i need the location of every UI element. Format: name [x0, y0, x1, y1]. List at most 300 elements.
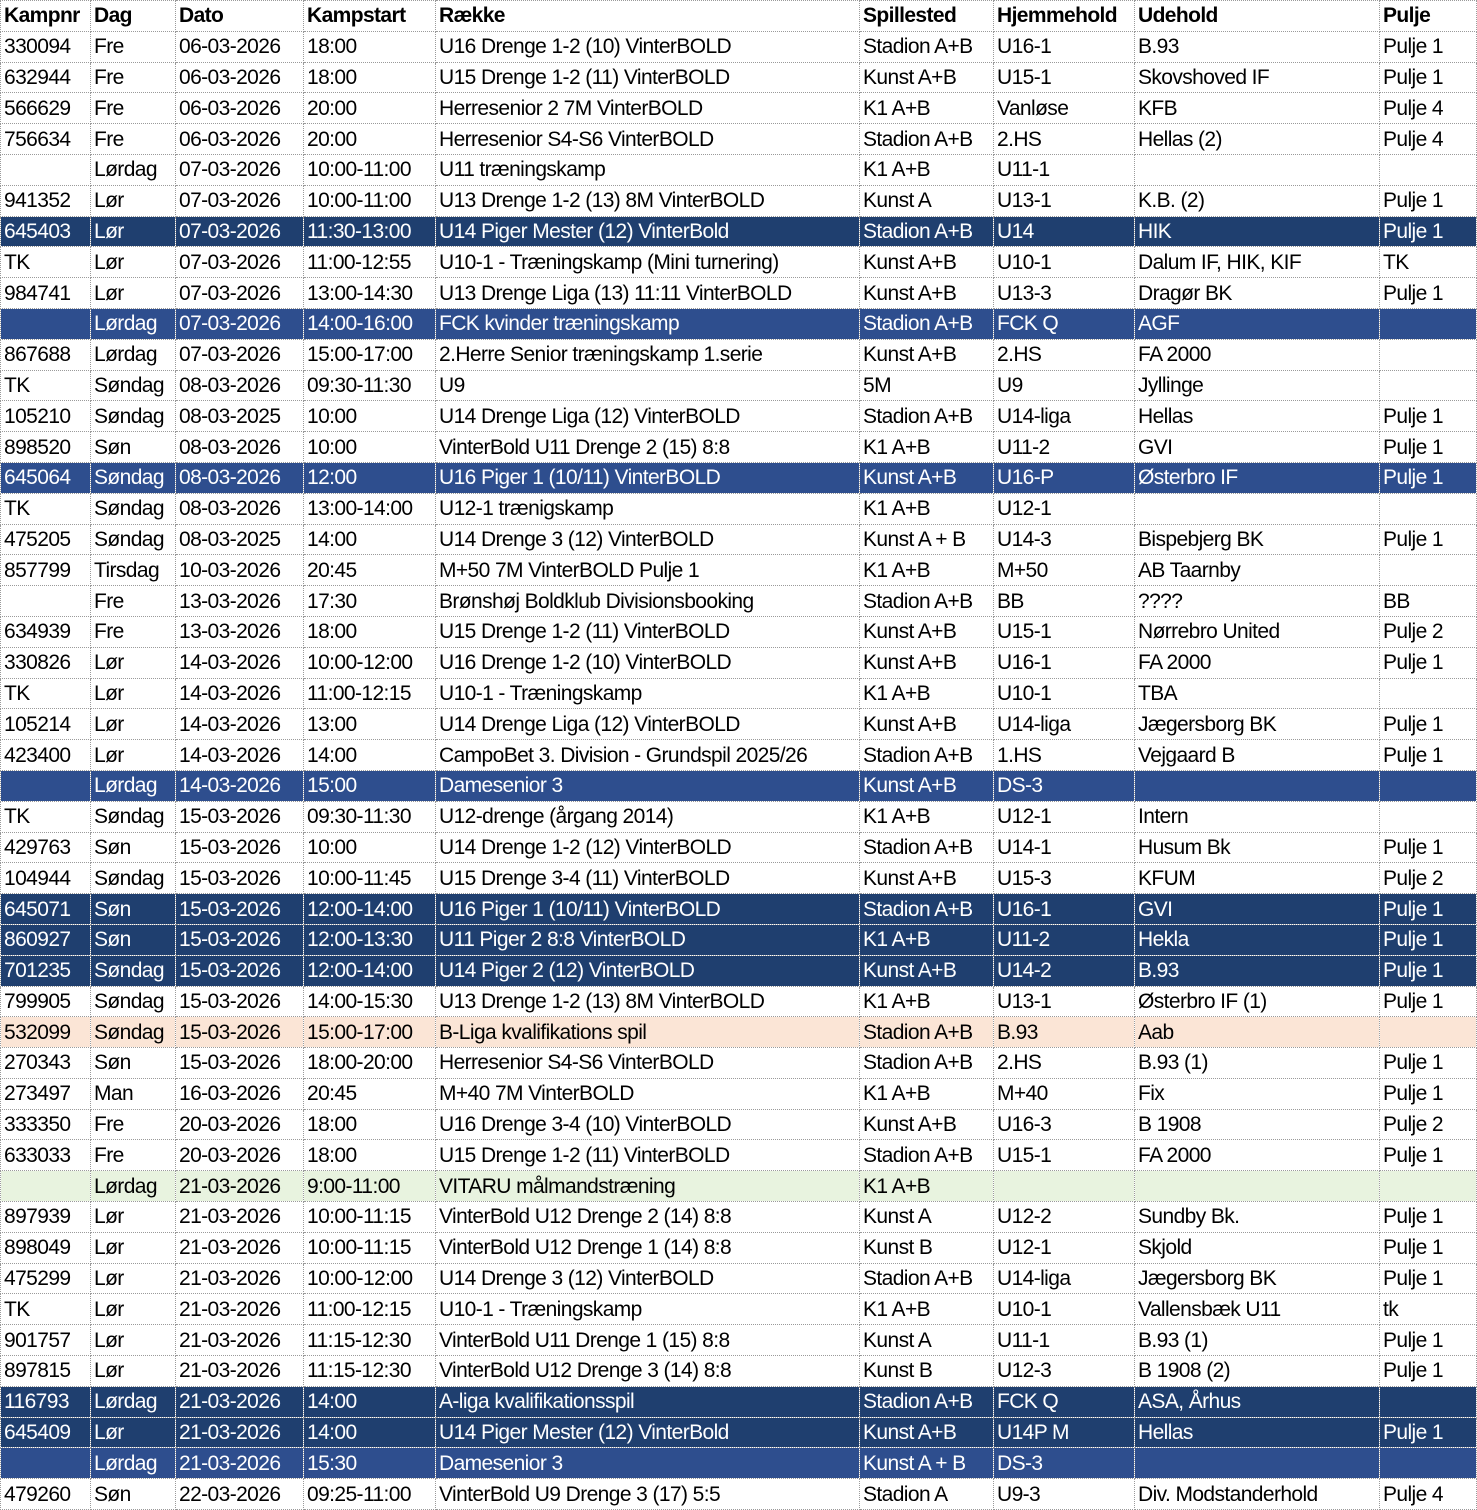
cell-spillested[interactable]: Kunst B: [860, 1356, 994, 1387]
cell-kampnr[interactable]: 273497: [1, 1078, 91, 1109]
cell-udehold[interactable]: Hellas: [1135, 401, 1380, 432]
cell-spillested[interactable]: Stadion A+B: [860, 740, 994, 771]
cell-kampnr[interactable]: TK: [1, 370, 91, 401]
cell-pulje[interactable]: Pulje 1: [1380, 31, 1477, 62]
cell-dato[interactable]: 10-03-2026: [176, 555, 304, 586]
cell-hjemmehold[interactable]: U16-P: [994, 462, 1135, 493]
cell-dato[interactable]: 14-03-2026: [176, 678, 304, 709]
cell-dag[interactable]: Søndag: [91, 1017, 176, 1048]
cell-spillested[interactable]: Kunst A+B: [860, 278, 994, 309]
cell-kampstart[interactable]: 11:30-13:00: [304, 216, 436, 247]
cell-spillested[interactable]: Kunst A+B: [860, 709, 994, 740]
column-header-hjemmehold[interactable]: Hjemmehold: [994, 1, 1135, 32]
cell-kampnr[interactable]: 105210: [1, 401, 91, 432]
cell-hjemmehold[interactable]: U10-1: [994, 247, 1135, 278]
cell-spillested[interactable]: Kunst A + B: [860, 524, 994, 555]
cell-dag[interactable]: Lørdag: [91, 339, 176, 370]
cell-dag[interactable]: Lør: [91, 247, 176, 278]
cell-udehold[interactable]: FA 2000: [1135, 339, 1380, 370]
cell-raekke[interactable]: U9: [436, 370, 860, 401]
cell-udehold[interactable]: GVI: [1135, 894, 1380, 925]
cell-hjemmehold[interactable]: U15-3: [994, 863, 1135, 894]
cell-hjemmehold[interactable]: BB: [994, 586, 1135, 617]
cell-kampstart[interactable]: 20:45: [304, 555, 436, 586]
cell-dag[interactable]: Søn: [91, 894, 176, 925]
cell-hjemmehold[interactable]: U16-1: [994, 894, 1135, 925]
cell-pulje[interactable]: Pulje 1: [1380, 401, 1477, 432]
cell-kampstart[interactable]: 20:00: [304, 93, 436, 124]
cell-pulje[interactable]: [1380, 678, 1477, 709]
cell-kampstart[interactable]: 10:00-12:00: [304, 647, 436, 678]
cell-udehold[interactable]: Østerbro IF: [1135, 462, 1380, 493]
cell-kampnr[interactable]: 867688: [1, 339, 91, 370]
cell-dag[interactable]: Fre: [91, 586, 176, 617]
cell-hjemmehold[interactable]: U16-1: [994, 31, 1135, 62]
cell-udehold[interactable]: [1135, 1448, 1380, 1479]
cell-raekke[interactable]: Herresenior S4-S6 VinterBOLD: [436, 1048, 860, 1079]
cell-kampstart[interactable]: 9:00-11:00: [304, 1171, 436, 1202]
cell-dato[interactable]: 16-03-2026: [176, 1078, 304, 1109]
cell-udehold[interactable]: Aab: [1135, 1017, 1380, 1048]
cell-dag[interactable]: Lørdag: [91, 1386, 176, 1417]
cell-pulje[interactable]: Pulje 1: [1380, 1417, 1477, 1448]
cell-dato[interactable]: 14-03-2026: [176, 709, 304, 740]
cell-hjemmehold[interactable]: U12-2: [994, 1202, 1135, 1233]
cell-spillested[interactable]: Kunst A+B: [860, 1417, 994, 1448]
cell-pulje[interactable]: Pulje 1: [1380, 1232, 1477, 1263]
cell-pulje[interactable]: [1380, 154, 1477, 185]
cell-dato[interactable]: 22-03-2026: [176, 1479, 304, 1510]
cell-hjemmehold[interactable]: U14-liga: [994, 401, 1135, 432]
cell-hjemmehold[interactable]: U11-1: [994, 1325, 1135, 1356]
cell-spillested[interactable]: Kunst A+B: [860, 863, 994, 894]
cell-raekke[interactable]: Herresenior S4-S6 VinterBOLD: [436, 124, 860, 155]
cell-kampnr[interactable]: 532099: [1, 1017, 91, 1048]
cell-dato[interactable]: 15-03-2026: [176, 986, 304, 1017]
cell-hjemmehold[interactable]: M+40: [994, 1078, 1135, 1109]
column-header-raekke[interactable]: Række: [436, 1, 860, 32]
cell-dag[interactable]: Lør: [91, 185, 176, 216]
cell-pulje[interactable]: Pulje 1: [1380, 832, 1477, 863]
cell-udehold[interactable]: Div. Modstanderhold: [1135, 1479, 1380, 1510]
cell-raekke[interactable]: VITARU målmandstræning: [436, 1171, 860, 1202]
cell-kampstart[interactable]: 12:00-14:00: [304, 955, 436, 986]
cell-raekke[interactable]: VinterBold U11 Drenge 1 (15) 8:8: [436, 1325, 860, 1356]
cell-pulje[interactable]: Pulje 2: [1380, 863, 1477, 894]
cell-dato[interactable]: 15-03-2026: [176, 955, 304, 986]
cell-dag[interactable]: Søn: [91, 1479, 176, 1510]
cell-raekke[interactable]: U10-1 - Træningskamp: [436, 1294, 860, 1325]
cell-raekke[interactable]: M+40 7M VinterBOLD: [436, 1078, 860, 1109]
cell-udehold[interactable]: FA 2000: [1135, 647, 1380, 678]
cell-dag[interactable]: Søn: [91, 432, 176, 463]
cell-dato[interactable]: 07-03-2026: [176, 185, 304, 216]
cell-pulje[interactable]: [1380, 1017, 1477, 1048]
cell-hjemmehold[interactable]: U11-1: [994, 154, 1135, 185]
cell-kampnr[interactable]: 898520: [1, 432, 91, 463]
cell-pulje[interactable]: Pulje 1: [1380, 1048, 1477, 1079]
cell-spillested[interactable]: Kunst A+B: [860, 770, 994, 801]
cell-dato[interactable]: 06-03-2026: [176, 31, 304, 62]
cell-pulje[interactable]: Pulje 1: [1380, 278, 1477, 309]
cell-pulje[interactable]: [1380, 555, 1477, 586]
cell-dag[interactable]: Fre: [91, 62, 176, 93]
cell-dato[interactable]: 20-03-2026: [176, 1109, 304, 1140]
cell-kampstart[interactable]: 20:00: [304, 124, 436, 155]
cell-kampnr[interactable]: 897939: [1, 1202, 91, 1233]
cell-spillested[interactable]: K1 A+B: [860, 924, 994, 955]
cell-kampstart[interactable]: 18:00-20:00: [304, 1048, 436, 1079]
cell-spillested[interactable]: Kunst A: [860, 185, 994, 216]
cell-udehold[interactable]: Fix: [1135, 1078, 1380, 1109]
cell-dag[interactable]: Søndag: [91, 401, 176, 432]
cell-dato[interactable]: 08-03-2025: [176, 524, 304, 555]
cell-dag[interactable]: Søndag: [91, 986, 176, 1017]
cell-raekke[interactable]: VinterBold U11 Drenge 2 (15) 8:8: [436, 432, 860, 463]
cell-kampnr[interactable]: 645064: [1, 462, 91, 493]
cell-dag[interactable]: Søndag: [91, 801, 176, 832]
cell-hjemmehold[interactable]: U14-3: [994, 524, 1135, 555]
cell-kampnr[interactable]: 897815: [1, 1356, 91, 1387]
cell-dag[interactable]: Søn: [91, 1048, 176, 1079]
cell-pulje[interactable]: Pulje 4: [1380, 124, 1477, 155]
cell-pulje[interactable]: Pulje 1: [1380, 1202, 1477, 1233]
cell-dag[interactable]: Søndag: [91, 863, 176, 894]
cell-pulje[interactable]: Pulje 1: [1380, 216, 1477, 247]
cell-pulje[interactable]: Pulje 1: [1380, 986, 1477, 1017]
cell-udehold[interactable]: B.93 (1): [1135, 1048, 1380, 1079]
cell-kampstart[interactable]: 14:00: [304, 740, 436, 771]
cell-raekke[interactable]: U12-drenge (årgang 2014): [436, 801, 860, 832]
cell-dag[interactable]: Søndag: [91, 493, 176, 524]
cell-kampnr[interactable]: [1, 1171, 91, 1202]
cell-pulje[interactable]: Pulje 1: [1380, 1325, 1477, 1356]
cell-kampstart[interactable]: 14:00-16:00: [304, 308, 436, 339]
cell-pulje[interactable]: Pulje 1: [1380, 709, 1477, 740]
cell-dato[interactable]: 07-03-2026: [176, 278, 304, 309]
cell-spillested[interactable]: K1 A+B: [860, 154, 994, 185]
cell-raekke[interactable]: U14 Drenge Liga (12) VinterBOLD: [436, 401, 860, 432]
cell-udehold[interactable]: Vejgaard B: [1135, 740, 1380, 771]
cell-kampstart[interactable]: 09:30-11:30: [304, 370, 436, 401]
cell-udehold[interactable]: ????: [1135, 586, 1380, 617]
cell-kampnr[interactable]: [1, 770, 91, 801]
cell-pulje[interactable]: [1380, 493, 1477, 524]
cell-kampstart[interactable]: 18:00: [304, 31, 436, 62]
cell-spillested[interactable]: Kunst A+B: [860, 339, 994, 370]
cell-spillested[interactable]: Stadion A+B: [860, 1017, 994, 1048]
cell-pulje[interactable]: Pulje 1: [1380, 740, 1477, 771]
cell-udehold[interactable]: Jægersborg BK: [1135, 709, 1380, 740]
cell-hjemmehold[interactable]: B.93: [994, 1017, 1135, 1048]
cell-spillested[interactable]: Stadion A+B: [860, 31, 994, 62]
cell-kampnr[interactable]: [1, 586, 91, 617]
cell-kampstart[interactable]: 18:00: [304, 616, 436, 647]
cell-hjemmehold[interactable]: DS-3: [994, 1448, 1135, 1479]
cell-udehold[interactable]: [1135, 770, 1380, 801]
cell-kampnr[interactable]: 860927: [1, 924, 91, 955]
cell-dato[interactable]: 08-03-2026: [176, 493, 304, 524]
cell-spillested[interactable]: Kunst A+B: [860, 462, 994, 493]
cell-raekke[interactable]: U15 Drenge 1-2 (11) VinterBOLD: [436, 1140, 860, 1171]
cell-hjemmehold[interactable]: U14-2: [994, 955, 1135, 986]
cell-hjemmehold[interactable]: U11-2: [994, 924, 1135, 955]
cell-kampnr[interactable]: 333350: [1, 1109, 91, 1140]
cell-dato[interactable]: 21-03-2026: [176, 1325, 304, 1356]
cell-dato[interactable]: 14-03-2026: [176, 770, 304, 801]
cell-pulje[interactable]: [1380, 370, 1477, 401]
cell-kampnr[interactable]: 941352: [1, 185, 91, 216]
cell-dato[interactable]: 15-03-2026: [176, 1017, 304, 1048]
cell-dag[interactable]: Lør: [91, 1202, 176, 1233]
cell-raekke[interactable]: U16 Piger 1 (10/11) VinterBOLD: [436, 462, 860, 493]
cell-kampstart[interactable]: 12:00-13:30: [304, 924, 436, 955]
column-header-kampnr[interactable]: Kampnr: [1, 1, 91, 32]
cell-kampnr[interactable]: 799905: [1, 986, 91, 1017]
cell-spillested[interactable]: Kunst A+B: [860, 616, 994, 647]
cell-raekke[interactable]: U11 træningskamp: [436, 154, 860, 185]
cell-kampnr[interactable]: 898049: [1, 1232, 91, 1263]
cell-kampstart[interactable]: 18:00: [304, 1109, 436, 1140]
cell-dag[interactable]: Søndag: [91, 955, 176, 986]
cell-dag[interactable]: Lør: [91, 1356, 176, 1387]
cell-raekke[interactable]: VinterBold U9 Drenge 3 (17) 5:5: [436, 1479, 860, 1510]
cell-udehold[interactable]: KFUM: [1135, 863, 1380, 894]
cell-kampnr[interactable]: 633033: [1, 1140, 91, 1171]
cell-pulje[interactable]: Pulje 1: [1380, 524, 1477, 555]
cell-spillested[interactable]: Kunst A+B: [860, 955, 994, 986]
cell-kampnr[interactable]: [1, 154, 91, 185]
cell-kampstart[interactable]: 11:15-12:30: [304, 1356, 436, 1387]
cell-hjemmehold[interactable]: U14P M: [994, 1417, 1135, 1448]
cell-kampstart[interactable]: 11:00-12:55: [304, 247, 436, 278]
cell-kampstart[interactable]: 14:00: [304, 524, 436, 555]
cell-spillested[interactable]: K1 A+B: [860, 1078, 994, 1109]
cell-kampstart[interactable]: 09:25-11:00: [304, 1479, 436, 1510]
cell-dag[interactable]: Lørdag: [91, 770, 176, 801]
cell-dato[interactable]: 07-03-2026: [176, 216, 304, 247]
cell-kampnr[interactable]: TK: [1, 801, 91, 832]
cell-raekke[interactable]: Damesenior 3: [436, 1448, 860, 1479]
cell-kampstart[interactable]: 10:00-11:15: [304, 1232, 436, 1263]
cell-spillested[interactable]: K1 A+B: [860, 555, 994, 586]
cell-spillested[interactable]: K1 A+B: [860, 986, 994, 1017]
cell-spillested[interactable]: Kunst A+B: [860, 247, 994, 278]
cell-dag[interactable]: Lør: [91, 1417, 176, 1448]
cell-kampstart[interactable]: 10:00-11:00: [304, 185, 436, 216]
cell-raekke[interactable]: U13 Drenge Liga (13) 11:11 VinterBOLD: [436, 278, 860, 309]
cell-dag[interactable]: Lør: [91, 1325, 176, 1356]
cell-hjemmehold[interactable]: U15-1: [994, 62, 1135, 93]
cell-kampnr[interactable]: 984741: [1, 278, 91, 309]
cell-spillested[interactable]: Kunst A+B: [860, 647, 994, 678]
cell-dato[interactable]: 21-03-2026: [176, 1417, 304, 1448]
cell-pulje[interactable]: Pulje 1: [1380, 924, 1477, 955]
cell-kampnr[interactable]: 632944: [1, 62, 91, 93]
cell-raekke[interactable]: Brønshøj Boldklub Divisionsbooking: [436, 586, 860, 617]
cell-hjemmehold[interactable]: U9-3: [994, 1479, 1135, 1510]
cell-dag[interactable]: Søn: [91, 924, 176, 955]
cell-raekke[interactable]: U12-1 trænigskamp: [436, 493, 860, 524]
cell-udehold[interactable]: Jyllinge: [1135, 370, 1380, 401]
cell-dag[interactable]: Lørdag: [91, 308, 176, 339]
cell-pulje[interactable]: [1380, 1386, 1477, 1417]
cell-dato[interactable]: 21-03-2026: [176, 1448, 304, 1479]
cell-dag[interactable]: Lør: [91, 647, 176, 678]
cell-kampnr[interactable]: TK: [1, 678, 91, 709]
cell-dag[interactable]: Søndag: [91, 524, 176, 555]
cell-spillested[interactable]: Stadion A+B: [860, 832, 994, 863]
cell-raekke[interactable]: U13 Drenge 1-2 (13) 8M VinterBOLD: [436, 986, 860, 1017]
cell-dag[interactable]: Fre: [91, 1109, 176, 1140]
cell-pulje[interactable]: Pulje 4: [1380, 1479, 1477, 1510]
cell-hjemmehold[interactable]: U14-1: [994, 832, 1135, 863]
cell-dag[interactable]: Søndag: [91, 370, 176, 401]
cell-raekke[interactable]: U14 Piger Mester (12) VinterBold: [436, 1417, 860, 1448]
cell-kampstart[interactable]: 10:00-11:45: [304, 863, 436, 894]
cell-spillested[interactable]: Stadion A+B: [860, 1386, 994, 1417]
cell-hjemmehold[interactable]: M+50: [994, 555, 1135, 586]
cell-udehold[interactable]: ASA, Århus: [1135, 1386, 1380, 1417]
cell-spillested[interactable]: K1 A+B: [860, 1294, 994, 1325]
cell-kampnr[interactable]: 857799: [1, 555, 91, 586]
cell-raekke[interactable]: U15 Drenge 1-2 (11) VinterBOLD: [436, 616, 860, 647]
cell-dato[interactable]: 06-03-2026: [176, 93, 304, 124]
cell-hjemmehold[interactable]: 1.HS: [994, 740, 1135, 771]
cell-udehold[interactable]: Dalum IF, HIK, KIF: [1135, 247, 1380, 278]
cell-dag[interactable]: Fre: [91, 31, 176, 62]
cell-pulje[interactable]: [1380, 339, 1477, 370]
cell-kampstart[interactable]: 11:00-12:15: [304, 678, 436, 709]
cell-hjemmehold[interactable]: U15-1: [994, 1140, 1135, 1171]
cell-dag[interactable]: Fre: [91, 93, 176, 124]
cell-raekke[interactable]: VinterBold U12 Drenge 1 (14) 8:8: [436, 1232, 860, 1263]
cell-raekke[interactable]: U16 Drenge 1-2 (10) VinterBOLD: [436, 647, 860, 678]
cell-udehold[interactable]: HIK: [1135, 216, 1380, 247]
cell-dato[interactable]: 15-03-2026: [176, 832, 304, 863]
cell-udehold[interactable]: GVI: [1135, 432, 1380, 463]
cell-kampstart[interactable]: 10:00-11:15: [304, 1202, 436, 1233]
cell-hjemmehold[interactable]: FCK Q: [994, 1386, 1135, 1417]
cell-hjemmehold[interactable]: FCK Q: [994, 308, 1135, 339]
cell-kampstart[interactable]: 10:00: [304, 432, 436, 463]
cell-hjemmehold[interactable]: Vanløse: [994, 93, 1135, 124]
cell-kampnr[interactable]: 701235: [1, 955, 91, 986]
cell-dag[interactable]: Lør: [91, 1294, 176, 1325]
cell-kampstart[interactable]: 17:30: [304, 586, 436, 617]
column-header-kampstart[interactable]: Kampstart: [304, 1, 436, 32]
cell-pulje[interactable]: Pulje 1: [1380, 1140, 1477, 1171]
cell-pulje[interactable]: TK: [1380, 247, 1477, 278]
cell-spillested[interactable]: Stadion A+B: [860, 1263, 994, 1294]
column-header-dag[interactable]: Dag: [91, 1, 176, 32]
cell-kampnr[interactable]: 479260: [1, 1479, 91, 1510]
cell-raekke[interactable]: VinterBold U12 Drenge 2 (14) 8:8: [436, 1202, 860, 1233]
cell-pulje[interactable]: Pulje 1: [1380, 894, 1477, 925]
cell-raekke[interactable]: U14 Piger Mester (12) VinterBold: [436, 216, 860, 247]
cell-udehold[interactable]: Østerbro IF (1): [1135, 986, 1380, 1017]
cell-pulje[interactable]: Pulje 1: [1380, 647, 1477, 678]
cell-udehold[interactable]: AB Taarnby: [1135, 555, 1380, 586]
cell-spillested[interactable]: Stadion A+B: [860, 216, 994, 247]
cell-udehold[interactable]: [1135, 154, 1380, 185]
cell-dato[interactable]: 15-03-2026: [176, 1048, 304, 1079]
cell-dato[interactable]: 21-03-2026: [176, 1171, 304, 1202]
cell-dato[interactable]: 15-03-2026: [176, 894, 304, 925]
cell-kampstart[interactable]: 11:00-12:15: [304, 1294, 436, 1325]
cell-udehold[interactable]: B 1908 (2): [1135, 1356, 1380, 1387]
cell-kampnr[interactable]: 104944: [1, 863, 91, 894]
cell-kampstart[interactable]: 09:30-11:30: [304, 801, 436, 832]
cell-hjemmehold[interactable]: U12-1: [994, 801, 1135, 832]
cell-kampnr[interactable]: [1, 308, 91, 339]
cell-spillested[interactable]: Kunst A: [860, 1325, 994, 1356]
cell-udehold[interactable]: Bispebjerg BK: [1135, 524, 1380, 555]
cell-dato[interactable]: 06-03-2026: [176, 124, 304, 155]
cell-udehold[interactable]: Vallensbæk U11: [1135, 1294, 1380, 1325]
cell-dato[interactable]: 15-03-2026: [176, 924, 304, 955]
cell-pulje[interactable]: Pulje 1: [1380, 432, 1477, 463]
cell-udehold[interactable]: Intern: [1135, 801, 1380, 832]
cell-raekke[interactable]: Herresenior 2 7M VinterBOLD: [436, 93, 860, 124]
cell-spillested[interactable]: 5M: [860, 370, 994, 401]
cell-udehold[interactable]: Hekla: [1135, 924, 1380, 955]
cell-hjemmehold[interactable]: U13-1: [994, 986, 1135, 1017]
cell-raekke[interactable]: U15 Drenge 1-2 (11) VinterBOLD: [436, 62, 860, 93]
cell-kampstart[interactable]: 10:00: [304, 832, 436, 863]
cell-kampnr[interactable]: 423400: [1, 740, 91, 771]
cell-spillested[interactable]: K1 A+B: [860, 801, 994, 832]
cell-dato[interactable]: 21-03-2026: [176, 1202, 304, 1233]
cell-raekke[interactable]: A-liga kvalifikationsspil: [436, 1386, 860, 1417]
cell-kampnr[interactable]: 475299: [1, 1263, 91, 1294]
cell-udehold[interactable]: AGF: [1135, 308, 1380, 339]
cell-kampstart[interactable]: 15:00-17:00: [304, 339, 436, 370]
cell-dato[interactable]: 21-03-2026: [176, 1294, 304, 1325]
cell-udehold[interactable]: Sundby Bk.: [1135, 1202, 1380, 1233]
cell-spillested[interactable]: Stadion A+B: [860, 1140, 994, 1171]
cell-dag[interactable]: Lør: [91, 678, 176, 709]
cell-kampstart[interactable]: 12:00-14:00: [304, 894, 436, 925]
cell-kampnr[interactable]: 645409: [1, 1417, 91, 1448]
cell-dato[interactable]: 13-03-2026: [176, 616, 304, 647]
cell-hjemmehold[interactable]: U14: [994, 216, 1135, 247]
cell-udehold[interactable]: Dragør BK: [1135, 278, 1380, 309]
cell-dag[interactable]: Søn: [91, 832, 176, 863]
cell-hjemmehold[interactable]: U14-liga: [994, 1263, 1135, 1294]
cell-pulje[interactable]: [1380, 1448, 1477, 1479]
cell-spillested[interactable]: Kunst B: [860, 1232, 994, 1263]
cell-udehold[interactable]: K.B. (2): [1135, 185, 1380, 216]
cell-kampnr[interactable]: TK: [1, 493, 91, 524]
cell-spillested[interactable]: Stadion A: [860, 1479, 994, 1510]
cell-dag[interactable]: Fre: [91, 616, 176, 647]
cell-kampnr[interactable]: 645403: [1, 216, 91, 247]
cell-udehold[interactable]: Hellas: [1135, 1417, 1380, 1448]
cell-raekke[interactable]: U14 Drenge 1-2 (12) VinterBOLD: [436, 832, 860, 863]
cell-raekke[interactable]: U11 Piger 2 8:8 VinterBOLD: [436, 924, 860, 955]
cell-spillested[interactable]: Kunst A: [860, 1202, 994, 1233]
cell-hjemmehold[interactable]: U10-1: [994, 1294, 1135, 1325]
cell-dato[interactable]: 14-03-2026: [176, 647, 304, 678]
cell-hjemmehold[interactable]: U10-1: [994, 678, 1135, 709]
cell-raekke[interactable]: U16 Drenge 3-4 (10) VinterBOLD: [436, 1109, 860, 1140]
cell-spillested[interactable]: Stadion A+B: [860, 401, 994, 432]
column-header-pulje[interactable]: Pulje: [1380, 1, 1477, 32]
cell-raekke[interactable]: U15 Drenge 3-4 (11) VinterBOLD: [436, 863, 860, 894]
cell-spillested[interactable]: K1 A+B: [860, 493, 994, 524]
cell-dag[interactable]: Tirsdag: [91, 555, 176, 586]
